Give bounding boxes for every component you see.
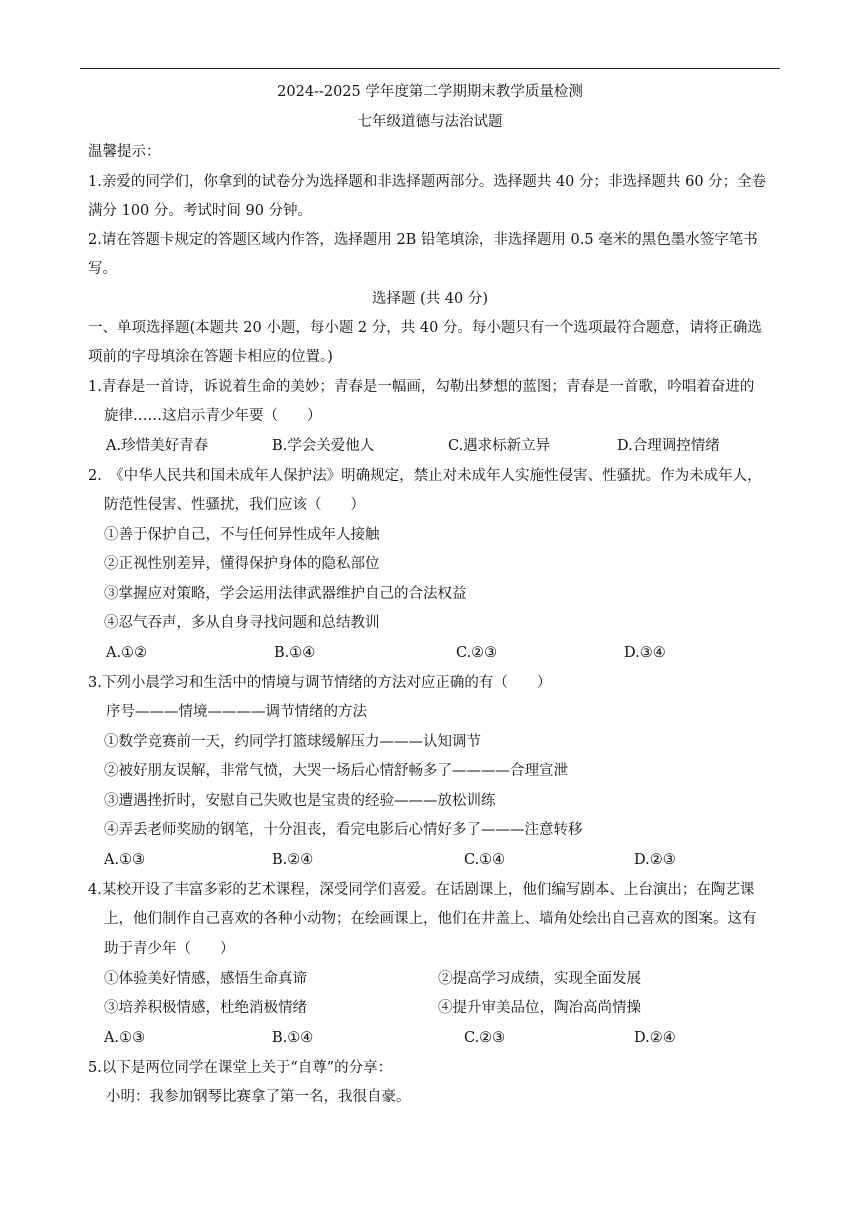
q4-stem-line-2: 上，他们制作自己喜欢的各种小动物；在绘画课上，他们在井盖上、墙角处绘出自己喜欢的图案。这有 (104, 911, 757, 927)
q3-option-c: C.①④ (464, 852, 506, 868)
q4-item-1: ①体验美好情感，感悟生命真谛 (104, 971, 307, 987)
q4-item-4: ④提升审美品位，陶冶高尚情操 (438, 1000, 641, 1016)
section-intro-line-1: 一、单项选择题(本题共 20 小题，每小题 2 分，共 40 分。每小题只有一个选项最符合题意，请将正确选 (88, 320, 762, 336)
q1-option-d: D.合理调控情绪 (617, 438, 720, 454)
q4-item-3: ③培养积极情感，杜绝消极情绪 (104, 1000, 307, 1016)
section-intro-line-2: 项前的字母填涂在答题卡相应的位置。) (88, 349, 333, 365)
q1-option-a: A.珍惜美好青春 (106, 438, 209, 454)
tip-1-line-1: 1.亲爱的同学们，你拿到的试卷分为选择题和非选择题两部分。选择题共 40 分；非选择题共 60 分；全卷 (88, 174, 767, 190)
q2-option-b: B.①④ (274, 645, 316, 661)
header-rule (80, 68, 780, 69)
q3-option-a: A.①③ (104, 852, 146, 868)
q2-item-3: ③掌握应对策略，学会运用法律武器维护自己的合法权益 (104, 586, 467, 602)
q2-stem-line-2: 防范性侵害、性骚扰，我们应该（ ） (104, 497, 365, 513)
tips-heading: 温馨提示： (88, 144, 161, 160)
q3-option-b: B.②④ (272, 852, 314, 868)
tip-1-line-2: 满分 100 分。考试时间 90 分钟。 (88, 203, 313, 219)
q1-option-b: B.学会关爱他人 (272, 438, 375, 454)
q3-table-header: 序号———情境————调节情绪的方法 (106, 704, 367, 720)
q1-stem-line-1: 1.青春是一首诗，诉说着生命的美妙；青春是一幅画，勾勒出梦想的蓝图；青春是一首歌，吟唱着奋进的 (88, 379, 755, 395)
q2-option-a: A.①② (106, 645, 148, 661)
exam-subtitle: 七年级道德与法治试题 (357, 114, 503, 130)
q2-item-4: ④忍气吞声，多从自身寻找问题和总结教训 (104, 615, 380, 631)
exam-title: 2024--2025 学年度第二学期期末教学质量检测 (277, 84, 583, 100)
tip-2-line-2: 写。 (88, 261, 117, 277)
q5-share-line-1: 小明：我参加钢琴比赛拿了第一名，我很自豪。 (106, 1089, 411, 1105)
q3-item-4: ④弄丢老师奖励的钢笔，十分沮丧，看完电影后心情好多了———注意转移 (104, 822, 583, 838)
q3-item-3: ③遭遇挫折时，安慰自己失败也是宝贵的经验———放松训练 (104, 793, 496, 809)
q2-item-1: ①善于保护自己，不与任何异性成年人接触 (104, 527, 380, 543)
q2-stem-line-1: 2. 《中华人民共和国未成年人保护法》明确规定，禁止对未成年人实施性侵害、性骚扰。作为未成年人， (88, 468, 762, 484)
q4-option-b: B.①④ (272, 1030, 314, 1046)
q2-item-2: ②正视性别差异，懂得保护身体的隐私部位 (104, 556, 380, 572)
q3-item-2: ②被好朋友误解，非常气愤，大哭一场后心情舒畅多了————合理宣泄 (104, 763, 568, 779)
q3-item-1: ①数学竞赛前一天，约同学打篮球缓解压力———认知调节 (104, 734, 481, 750)
q1-option-c: C.遇求标新立异 (448, 438, 551, 454)
q4-item-2: ②提高学习成绩，实现全面发展 (438, 971, 641, 987)
q3-option-d: D.②③ (634, 852, 676, 868)
q4-option-a: A.①③ (104, 1030, 146, 1046)
q4-option-d: D.②④ (634, 1030, 676, 1046)
q1-stem-line-2: 旋律……这启示青少年要（ ） (104, 408, 322, 424)
tip-2-line-1: 2.请在答题卡规定的答题区域内作答，选择题用 2B 铅笔填涂，非选择题用 0.5 毫米的黑色墨水签字笔书 (88, 232, 758, 248)
q2-option-d: D.③④ (624, 645, 666, 661)
q5-stem: 5.以下是两位同学在课堂上关于“自尊”的分享： (88, 1060, 393, 1076)
q4-stem-line-1: 4.某校开设了丰富多彩的艺术课程，深受同学们喜爱。在话剧课上，他们编写剧本、上台演出；在陶艺课 (88, 882, 755, 898)
q2-option-c: C.②③ (456, 645, 498, 661)
q3-stem: 3.下列小晨学习和生活中的情境与调节情绪的方法对应正确的有（ ） (88, 675, 552, 691)
q4-stem-line-3: 助于青少年（ ） (104, 941, 235, 957)
q4-option-c: C.②③ (464, 1030, 506, 1046)
section-title: 选择题 (共 40 分) (371, 291, 489, 307)
